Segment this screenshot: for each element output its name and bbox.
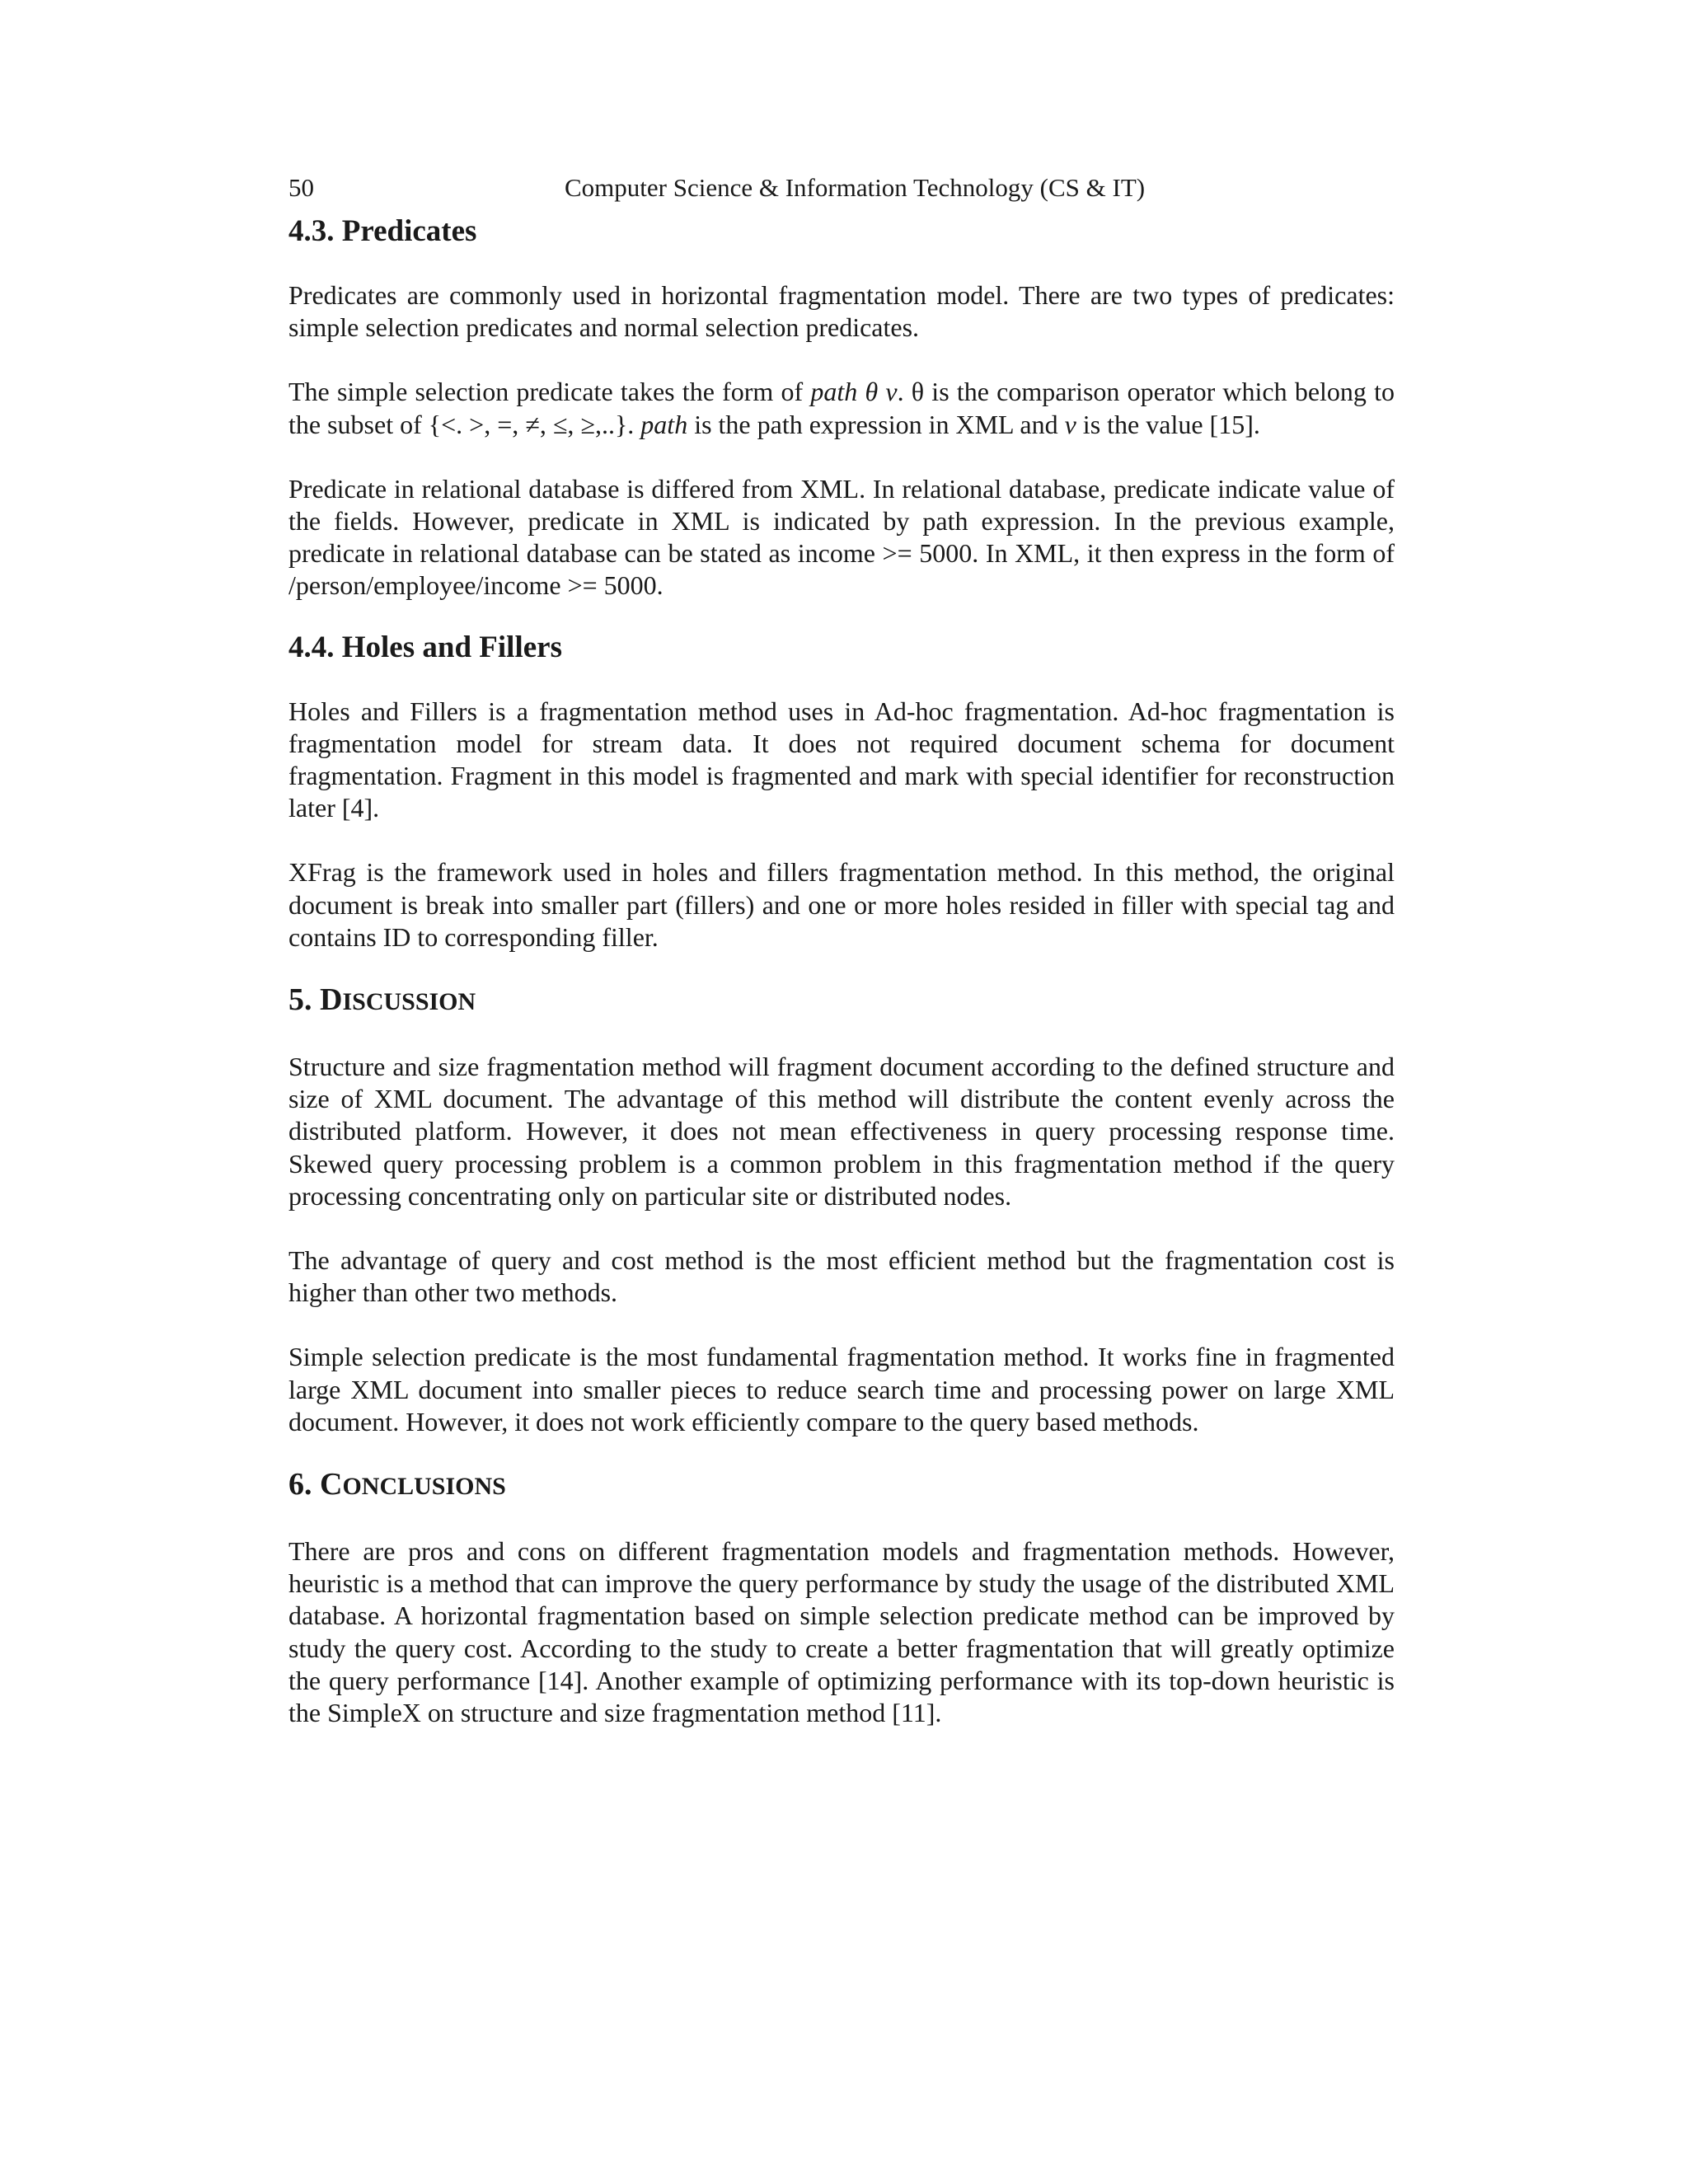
p2-v-term: v [1064, 409, 1076, 439]
p2-math-expression: path θ v [810, 377, 898, 407]
section-4-3-heading: 4.3. Predicates [288, 214, 477, 248]
p2-text-b: . θ is the comparison operator which belong to the subset of {<. >, =, ≠, ≤, ≥,..}. [288, 377, 1395, 439]
p2-text-d: is the value [15]. [1076, 409, 1260, 439]
p2-text-a: The simple selection predicate takes the form of [288, 377, 811, 407]
section-4-4-heading: 4.4. Holes and Fillers [288, 630, 562, 664]
section-6-heading-rest: ONCLUSIONS [342, 1473, 506, 1501]
p2-text-c: is the path expression in XML and [687, 409, 1065, 439]
section-4-4-paragraph-1: Holes and Fillers is a fragmentation method uses in Ad-hoc fragmentation. Ad-hoc fragmentation is fragmentation model for stream data. It does not required document schema for document fragmentation. Fragment in this model is fragmented and mark with special identifier for reconstruction later [4]. [288, 696, 1395, 823]
section-5-heading-num: 5. D [288, 982, 343, 1018]
section-4-3-paragraph-2 [288, 376, 1395, 440]
section-4-3-paragraph-1: Predicates are commonly used in horizontal fragmentation model. There are two types of predicates: simple selection predicates and normal selection predicates. [288, 280, 1395, 343]
running-header [288, 169, 1395, 207]
page-number: 50 [288, 173, 314, 202]
section-6-heading [288, 1465, 1395, 1506]
section-6-heading-num: 6. C [288, 1467, 343, 1502]
section-5-heading [288, 981, 1395, 1021]
section-4-4-paragraph-2: XFrag is the framework used in holes and fillers fragmentation method. In this method, the original document is break into smaller part (fillers) and one or more holes resided in filler with special tag and contains ID to corresponding filler. [288, 857, 1395, 952]
section-5-heading-rest: ISCUSSION [342, 988, 476, 1016]
p2-path-term: path [640, 409, 688, 439]
section-5-paragraph-1: Structure and size fragmentation method will fragment document according to the defined structure and size of XML document. The advantage of this method will distribute the content evenly across the distributed platform. However, it does not mean effectiveness in query processing response time. Skewed query processing problem is a common problem in this fragmentation method if the query processing concentrating only on particular site or distributed nodes. [288, 1052, 1395, 1211]
section-6-paragraph-1: There are pros and cons on different fragmentation models and fragmentation methods. However, heuristic is a method that can improve the query performance by study the usage of the distributed XML database. A horizontal fragmentation based on simple selection predicate method can be improved by study the query cost. According to the study to create a better fragmentation that will greatly optimize the query performance [14]. Another example of optimizing performance with its top-down heuristic is the SimpleX on structure and size fragmentation method [11]. [288, 1536, 1395, 1728]
section-4-3-paragraph-3: Predicate in relational database is differed from XML. In relational database, predicate indicate value of the fields. However, predicate in XML is indicated by path expression. In the previous example, predicate in relational database can be stated as income >= 5000. In XML, it then express in the form of /person/employee/income >= 5000. [288, 473, 1395, 601]
section-5-paragraph-3: Simple selection predicate is the most fundamental fragmentation method. It works fine in fragmented large XML document into smaller pieces to reduce search time and processing power on large XML document. However, it does not work efficiently compare to the query based methods. [288, 1342, 1395, 1436]
journal-name: Computer Science & Information Technology (CS & IT) [565, 173, 1146, 202]
page-content [288, 169, 1395, 1729]
section-5-paragraph-2: The advantage of query and cost method is the most efficient method but the fragmentation cost is higher than other two methods. [288, 1245, 1395, 1308]
